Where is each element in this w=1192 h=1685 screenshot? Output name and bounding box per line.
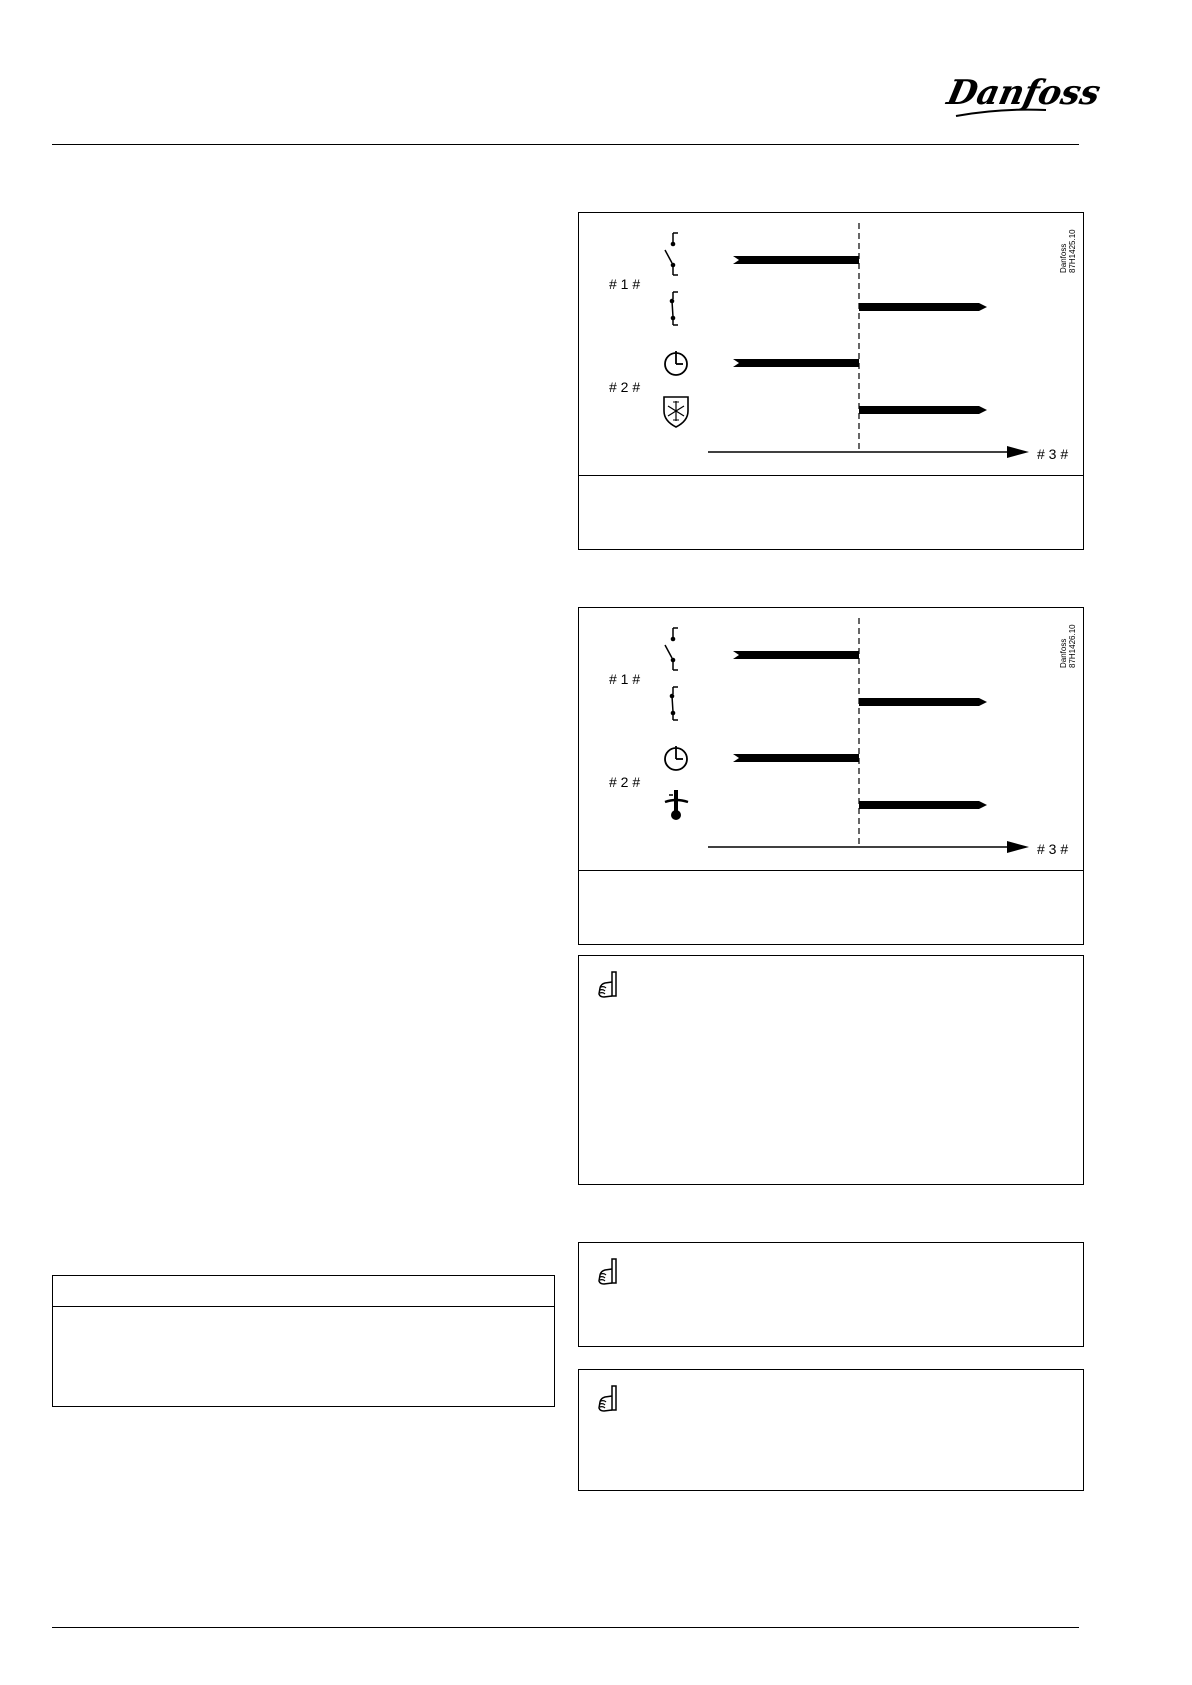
clock-icon <box>665 746 687 770</box>
left-table-box <box>52 1275 555 1407</box>
switch-closed-icon <box>670 292 678 325</box>
time-axis-arrow <box>1007 446 1029 458</box>
header-rule <box>52 144 1079 145</box>
drawing-code: Danfoss 87H1426.10 <box>1059 624 1077 668</box>
pointing-hand-icon <box>595 1257 621 1287</box>
timing-diagram <box>579 608 1083 870</box>
group-2-label: # 2 # <box>609 774 641 790</box>
group-2-label: # 2 # <box>609 379 641 395</box>
figure-2 <box>578 607 1084 945</box>
pointing-hand-icon <box>595 1384 621 1414</box>
note-box-3 <box>578 1369 1084 1491</box>
switch-open-icon <box>665 233 678 275</box>
figure-1-caption-divider <box>579 475 1083 476</box>
timing-diagram <box>579 213 1083 475</box>
note-box-2 <box>578 1242 1084 1347</box>
note-box-1 <box>578 955 1084 1185</box>
switch-open-icon <box>665 628 678 670</box>
danfoss-logo <box>943 64 1104 122</box>
bar-defrost-on <box>859 406 987 414</box>
drawing-code: Danfoss 87H1425.10 <box>1059 229 1077 273</box>
figure-2-caption-divider <box>579 870 1083 871</box>
pointing-hand-icon <box>595 970 621 1000</box>
svg-text:Danfoss: Danfoss <box>943 73 1104 113</box>
time-axis-arrow <box>1007 841 1029 853</box>
axis-label: # 3 # <box>1037 841 1069 857</box>
footer-rule <box>52 1627 1079 1628</box>
bar-switch-on <box>733 256 859 264</box>
defrost-shield-icon <box>664 397 688 427</box>
axis-label: # 3 # <box>1037 446 1069 462</box>
thermometer-icon <box>665 790 688 820</box>
bar-switch-off <box>859 303 987 311</box>
figure-1 <box>578 212 1084 550</box>
clock-icon <box>665 351 687 375</box>
switch-closed-icon <box>670 687 678 720</box>
group-1-label: # 1 # <box>609 671 641 687</box>
bar-clock-on <box>733 754 859 762</box>
bar-thermostat-on <box>859 801 987 809</box>
group-1-label: # 1 # <box>609 276 641 292</box>
left-table-header-divider <box>53 1306 554 1307</box>
bar-clock-on <box>733 359 859 367</box>
bar-switch-on <box>733 651 859 659</box>
bar-switch-off <box>859 698 987 706</box>
